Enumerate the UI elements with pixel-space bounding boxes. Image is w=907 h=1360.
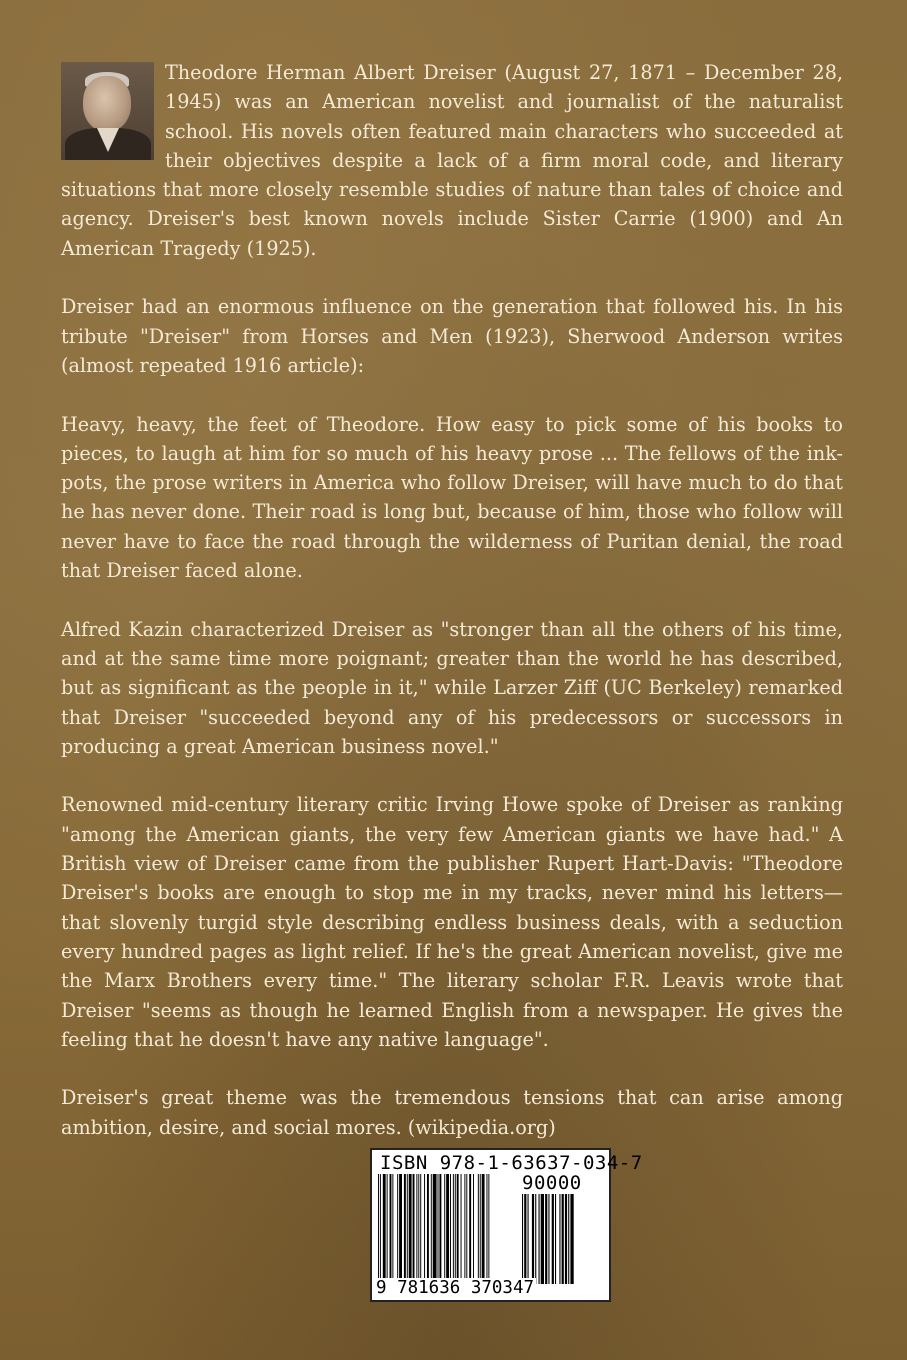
description-text: [61, 58, 843, 1171]
author-portrait-photo: [61, 62, 154, 160]
isbn-barcode: [370, 1148, 643, 1302]
paragraph-anderson-quote: Heavy, heavy, the feet of Theodore. How easy to pick some of his books to pieces, to laugh at him for so much of his heavy prose ... The fellows of the ink-pots, the prose writers in America who follow Dreiser, will have much to do that he has never done. Their road is long but, because of him, those who follow will never have to face the road through the wilderness of Puritan denial, the road that Dreiser faced alone.: [61, 412, 843, 583]
barcode-addon-bars: [522, 1194, 604, 1284]
paragraph-bio: Theodore Herman Albert Dreiser (August 27, 1871 – December 28, 1945) was an American novelist and journalist of the naturalist school. His novels often featured main characters who succeeded at their objectives despite a lack of a firm moral code, and literary situations that more closely resemble studies of nature than tales of choice and agency. Dreiser's best known novels include Sister Carrie (1900) and An American Tragedy (1925).: [61, 61, 843, 260]
paragraph-kazin: Alfred Kazin characterized Dreiser as "stronger than all the others of his time, and at the same time more poignant; greater than the world he has described, but as significant as the people in it," while Larzer Ziff (UC Berkeley) remarked that Dreiser "succeeded beyond any of his predecessors or successors in producing a great American business novel.": [61, 617, 843, 758]
paragraph-howe: Renowned mid-century literary critic Irving Howe spoke of Dreiser as ranking "among the American giants, the very few American giants we have had." A British view of Dreiser came from the publisher Rupert Hart-Davis: "Theodore Dreiser's books are enough to stop me in my tracks, never mind his letters—that slovenly turgid style describing endless business deals, with a seduction every hundred pages as light relief. If he's the great American novelist, give me the Marx Brothers every time." The literary scholar F.R. Leavis wrote that Dreiser "seems as though he learned English from a newspaper. He gives the feeling that he doesn't have any native language".: [61, 793, 843, 1051]
paragraph-theme: Dreiser's great theme was the tremendous tensions that can arise among ambition, desire, and social mores. (wikipedia.org): [61, 1086, 843, 1139]
isbn-label: ISBN 978-1-63637-034-7: [380, 1152, 643, 1174]
paragraph-influence: Dreiser had an enormous influence on the generation that followed his. In his tribute "Dreiser" from Horses and Men (1923), Sherwood Anderson writes (almost repeated 1916 article):: [61, 295, 843, 377]
barcode-bars: [378, 1174, 516, 1284]
price-code: 90000: [522, 1172, 582, 1194]
barcode-digits: 9 781636 370347: [376, 1278, 535, 1298]
